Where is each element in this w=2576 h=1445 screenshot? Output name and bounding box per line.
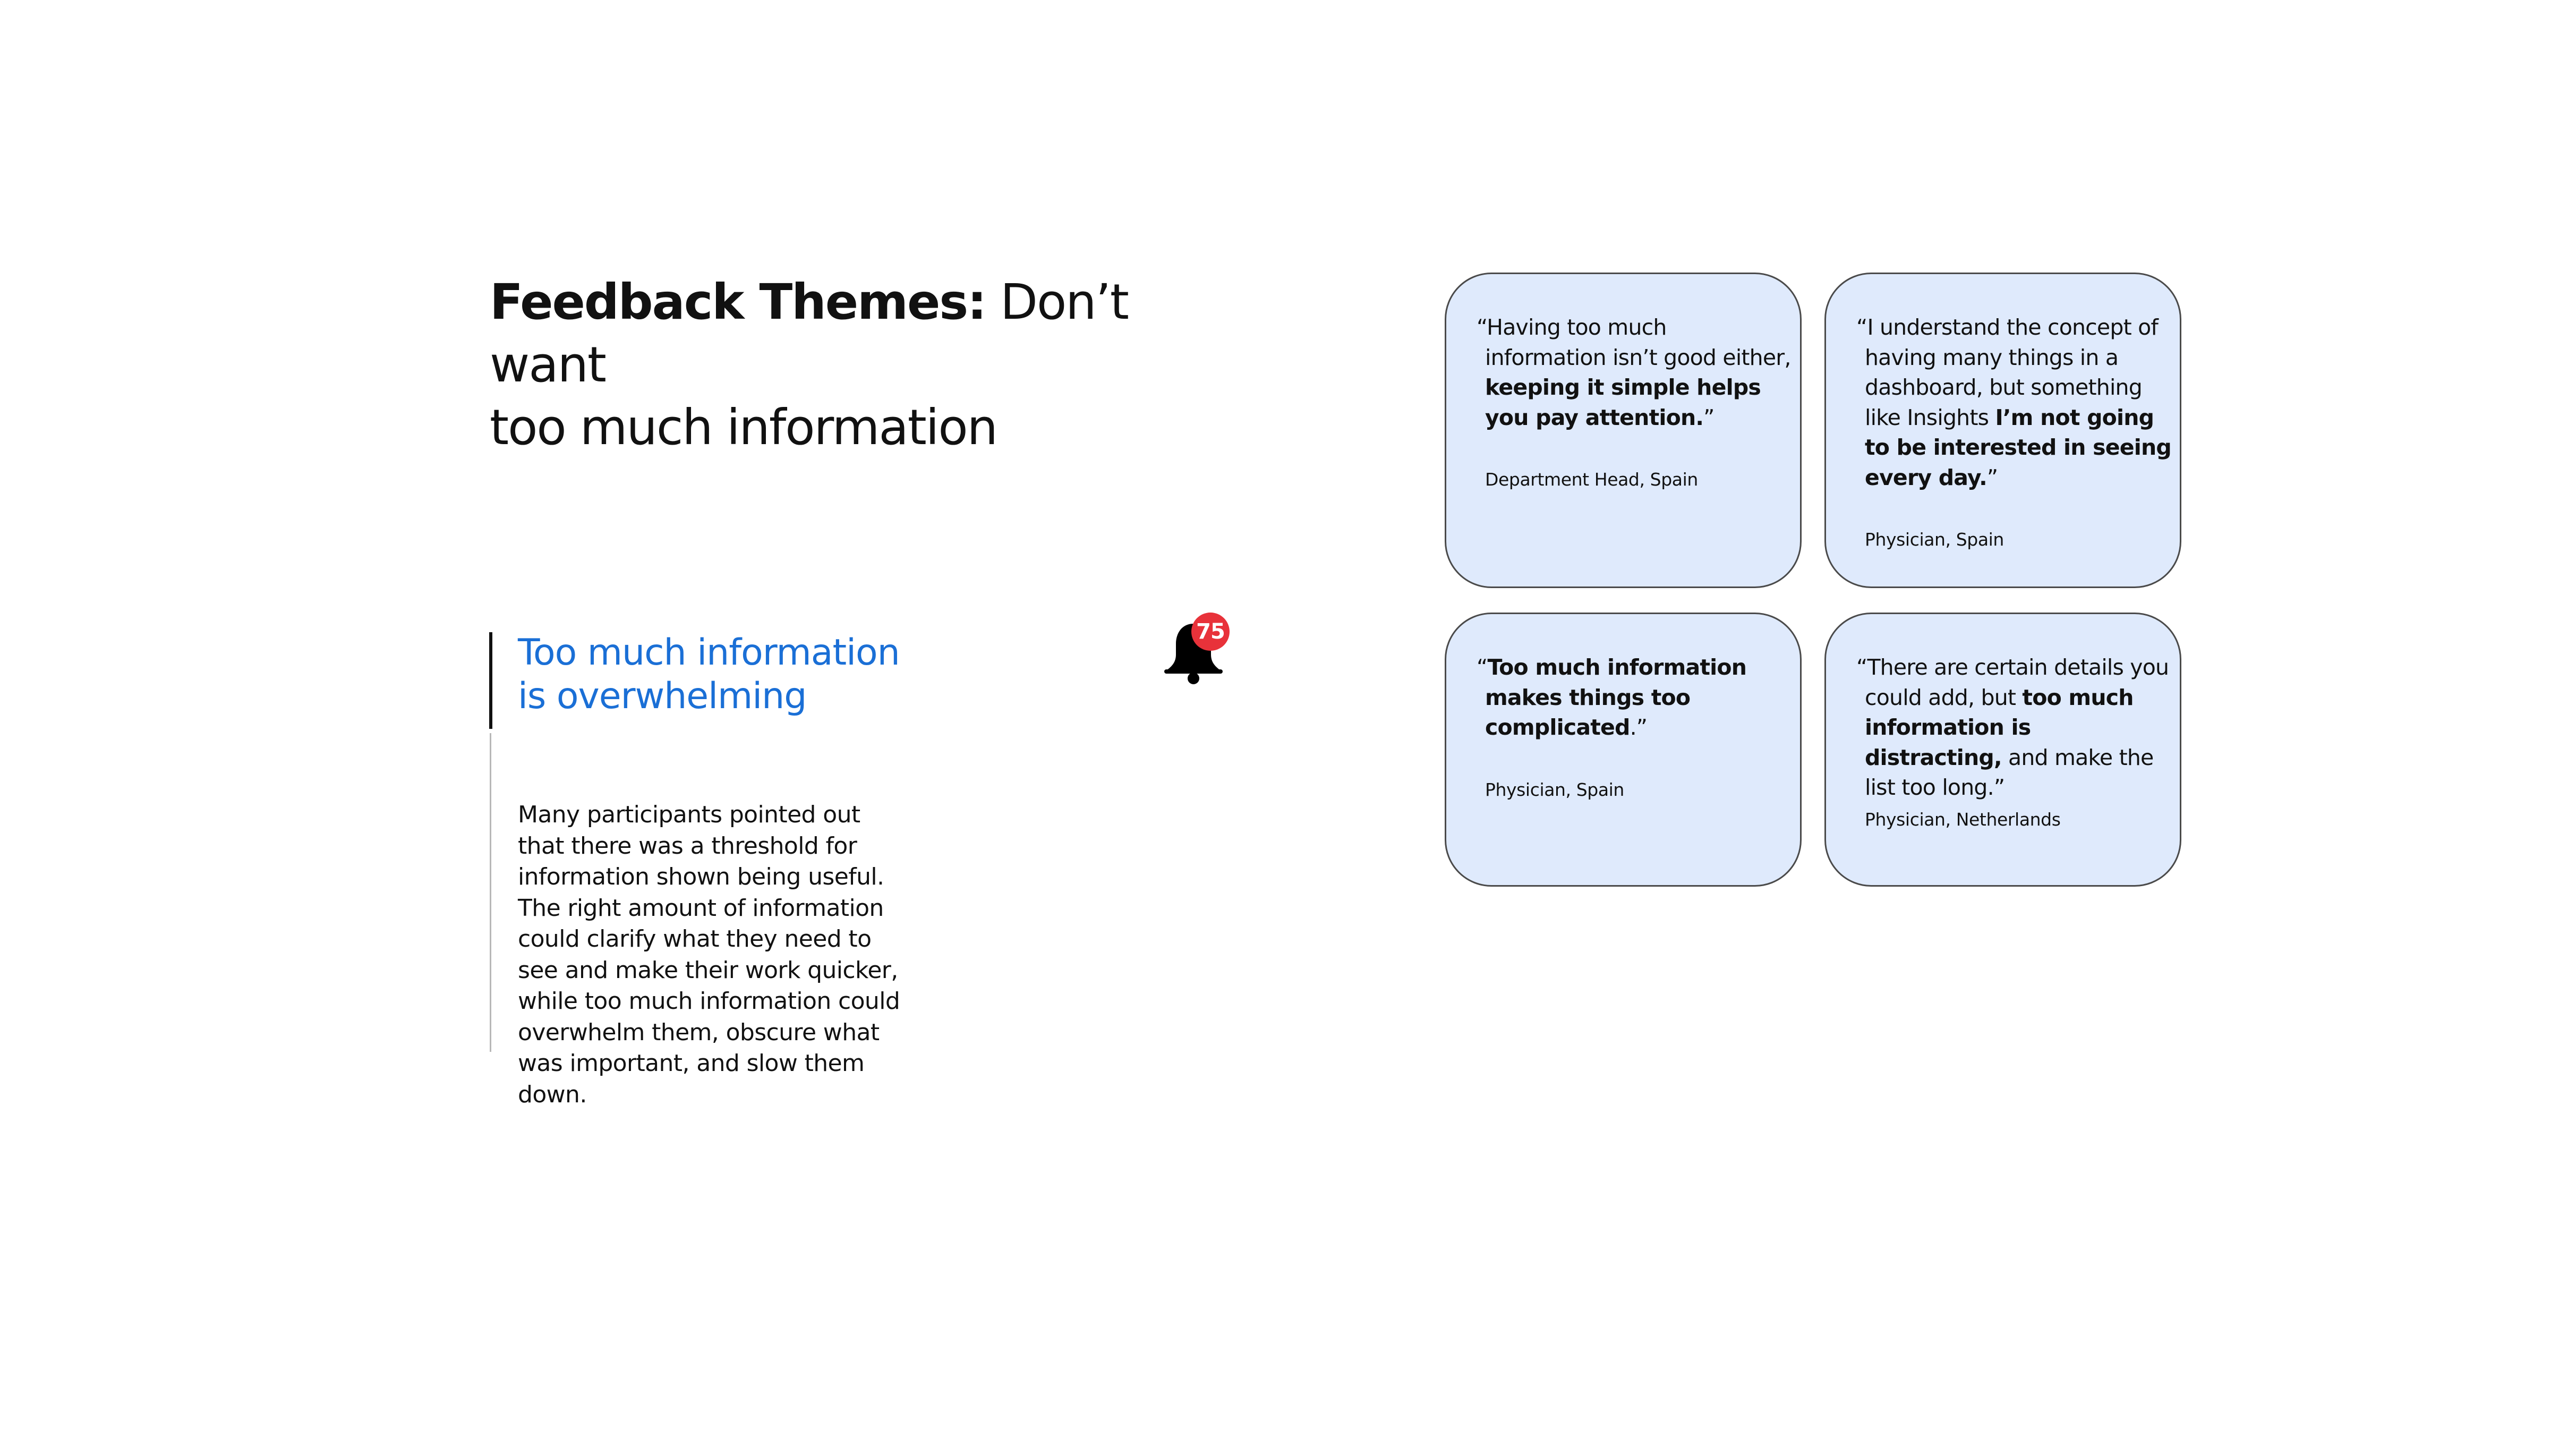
quote-card [1445, 273, 1802, 588]
quote-text [1856, 312, 2173, 492]
section-body: Many participants pointed out that there was a threshold for information shown being useful. The right amount of information could clarify what they need to see and make their work quicker, while too much information could overwhelm them, obscure what was important, and slow them down. [518, 801, 900, 1108]
quote-text-emphasis: Too much information makes things too complicated [1485, 654, 1747, 740]
quote-attribution: Physician, Spain [1485, 779, 1624, 800]
quote-text-pre: “I understand the concept of having many things in a dashboard, but something like Insights [1856, 314, 2158, 430]
quote-text-pre: “Having too much information isn’t good either, [1477, 314, 1791, 370]
title-rest-line2: too much information [490, 399, 997, 456]
quote-text-pre: “ [1477, 654, 1488, 680]
section-heading [518, 631, 922, 718]
quote-text-emphasis: too much information is distracting, [1865, 684, 2134, 770]
quote-text-post: .” [1630, 715, 1648, 740]
quote-text-post: and make the list too long.” [1865, 744, 2154, 800]
quote-attribution: Physician, Spain [1865, 529, 2004, 550]
section-heading-line1: Too much information [518, 632, 900, 674]
quote-text [1477, 312, 1793, 432]
notification-badge: 75 [1191, 613, 1230, 651]
quote-attribution: Department Head, Spain [1485, 469, 1698, 490]
quote-card [1445, 613, 1802, 887]
page-title [490, 271, 1233, 459]
quote-text [1856, 652, 2173, 803]
quote-text-post: ” [1703, 404, 1715, 430]
quote-text-emphasis: I’m not going to be interested in seeing every day. [1865, 404, 2171, 490]
title-rest-line1: Don’t want [490, 274, 1128, 393]
quote-attribution: Physician, Netherlands [1865, 809, 2061, 830]
quote-text [1477, 652, 1793, 743]
section-accent-rule [489, 632, 492, 729]
quote-card [1824, 273, 2181, 588]
quote-text-pre: “There are certain details you could add, but [1856, 654, 2169, 710]
title-bold: Feedback Themes: [490, 274, 986, 330]
quote-text-post: ” [1986, 464, 1998, 490]
quote-text-emphasis: keeping it simple helps you pay attention. [1485, 375, 1761, 430]
section-heading-line2: is overwhelming [518, 675, 807, 717]
section-divider-rule [490, 733, 491, 1052]
quote-card [1824, 613, 2181, 887]
